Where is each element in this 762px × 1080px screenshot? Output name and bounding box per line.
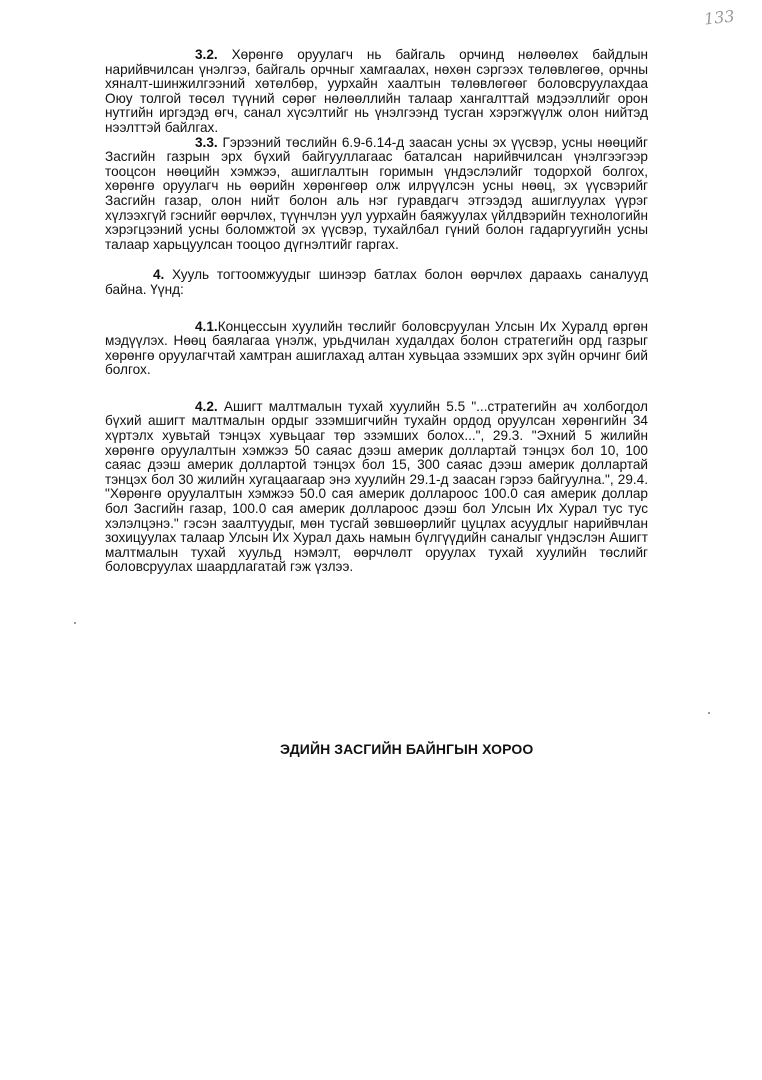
document-body — [105, 48, 648, 575]
section-text: Гэрээний төслийн 6.9-6.14-д заасан усны эх үүсвэр, усны нөөцийг Засгийн газрын эрх бүхий байгууллагаас баталсан нарийвчилсан үнэлгээгээр тооцсон нөөцийн хэмжээ, ашиглалтын горимын үндэслэлийг тодорхой болгох, хөрөнгө оруулагч нь өөрийн хөрөнгөөр олж илрүүлсэн усны нөөц, эх үүсвэрийг Засгийн газар, олон нийт болон аль нэг гуравдагч этгээдэд ашиглуулах үүрэг хүлээхгүй гэснийг өөрчлөх, түүнчлэн уул уурхайн баяжуулах үйлдвэрийн технологийн хэрэгцээний усны боломжтой эх үүсвэр, тухайлбал гүний болон гадаргуугийн усны талаар харьцуулсан тооцоо дүгнэлтийг гаргах. — [105, 134, 648, 252]
scan-speck — [708, 712, 710, 714]
section-3-3 — [105, 136, 648, 253]
section-4-1 — [105, 320, 648, 378]
section-text: Концессын хуулийн төслийг боловсруулан Улсын Их Хуралд өргөн мэдүүлэх. Нөөц баялагаа үнэлж, урьдчилан худалдах болон стратегийн орд газрыг хөрөнгө оруулагчтай хамтран ашиглахад алтан хувьцаа эзэмших эрх зүйн орчинг бий болгох. — [105, 318, 648, 378]
section-number: 4. — [153, 267, 165, 283]
section-4 — [105, 268, 648, 297]
section-text: Хөрөнгө оруулагч нь байгаль орчинд нөлөөлөх байдлын нарийвчилсан үнэлгээ, байгаль орчныг хамгаалах, нөхөн сэргээх төлөвлөгөө, орчны хяналт-шинжилгээний хөтөлбөр, уурхайн хаалтын төлөвлөгөөг боловсруулахдаа Оюу толгой төсөл түүний сөрөг нөлөөллийн талаар хангалттай мэдээллийг орон нутгийн иргэдэд өгч, санал хүсэлтийг нь үнэлгээнд тусган хэрэгжүүлж олон нийтэд нээлттэй байлгах. — [105, 47, 648, 135]
section-number: 4.2. — [195, 398, 218, 414]
scan-speck — [74, 622, 76, 624]
section-text: Хууль тогтоомжуудыг шинээр батлах болон өөрчлөх дараахь саналууд байна. Үүнд: — [105, 267, 648, 297]
page-number: 133 — [703, 6, 736, 29]
section-number: 3.3. — [195, 134, 218, 150]
section-number: 4.1. — [195, 318, 218, 334]
section-text: Ашигт малтмалын тухай хуулийн 5.5 "...стратегийн ач холбогдол бүхий ашигт малтмалын ордыг эзэмшигчийн тухайн ордод оруулсан хөрөнгийн 34 хүртэлх хувьтай тэнцэх хувьцааг төр эзэмших болох...", 29.3. "Эхний 5 жилийн хөрөнгө оруулалтын хэмжээ 50 саяас дээш америк доллартай тэнцэх бол 10, 100 саяас дээш америк доллартой тэнцэх бол 15, 300 саяас дээш америк доллартай тэнцэх бол 30 жилийн хугацаагаар энэ хуулийн 29.1-д заасан гэрээ байгуулна.", 29.4. "Хөрөнгө оруулалтын хэмжээ 50.0 сая америк доллароос 100.0 сая америк доллар бол Засгийн газар, 100.0 сая америк доллароос дээш бол Улсын Их Хурал тус тус хэлэлцэнэ." гэсэн заалтуудыг, мөн тусгай зөвшөөрлийг цуцлах асуудлыг нарийвчлан зохицуулах талаар Улсын Их Хурал дахь намын бүлгүүдийн саналыг үндэслэн Ашигт малтмалын тухай хуульд нэмэлт, өөрчлөлт оруулах тухай хуулийн төслийг боловсруулах шаардлагатай гэж үзлээ. — [105, 398, 648, 575]
section-4-2 — [105, 400, 648, 575]
section-3-2 — [105, 48, 648, 136]
section-number: 3.2. — [195, 47, 218, 62]
committee-name: ЭДИЙН ЗАСГИЙН БАЙНГЫН ХОРОО — [280, 741, 534, 757]
